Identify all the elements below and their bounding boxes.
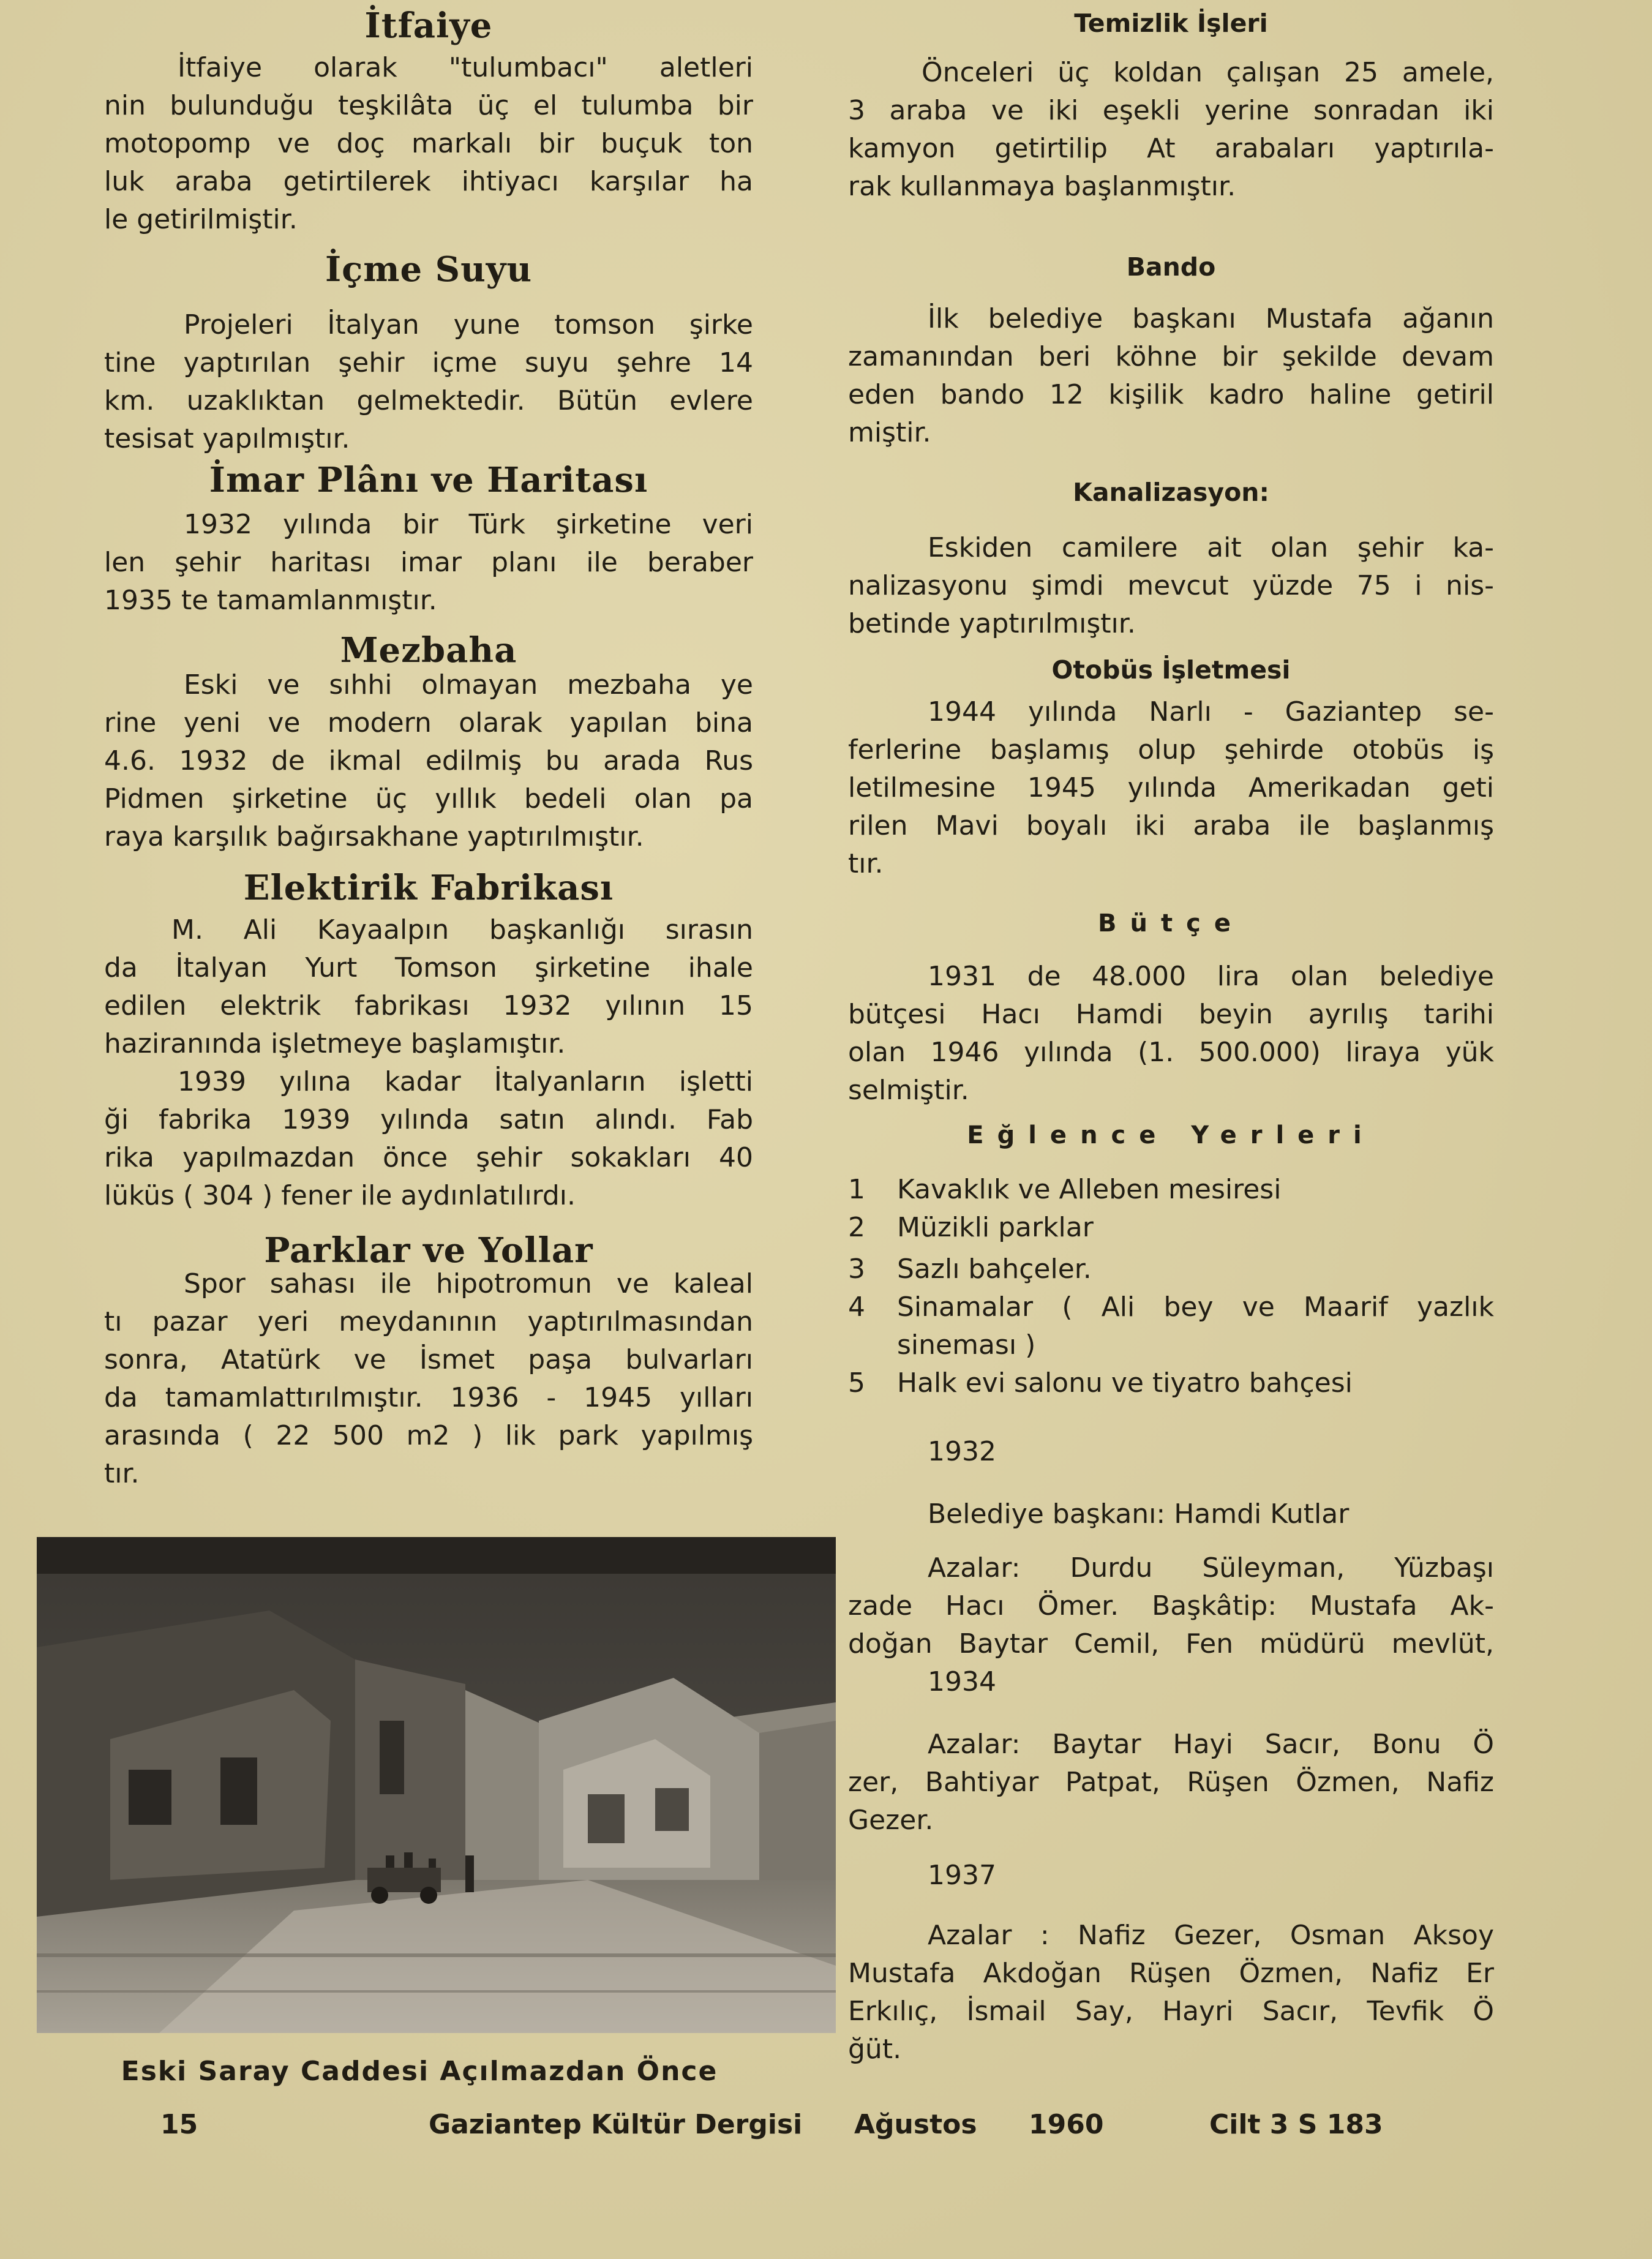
heading-eglence-yerleri: Eğlence Yerleri <box>967 1121 1375 1149</box>
page-number: 15 <box>160 2109 198 2140</box>
paragraph-temizlik-isleri <box>848 54 1494 206</box>
year-1937 <box>848 1857 1494 1895</box>
text-line: rine yeni ve modern olarak yapılan bina <box>104 707 753 739</box>
heading-elektrik-fabrikasi: Elektirik Fabrikası <box>243 868 614 908</box>
heading-kanalizasyon: Kanalizasyon: <box>1073 478 1269 507</box>
street-photo-illustration <box>37 1537 836 2033</box>
paragraph-butce <box>848 958 1494 1110</box>
text-line: ği fabrika 1939 yılında satın alındı. Fab <box>104 1104 753 1135</box>
paragraph-itfaiye <box>104 49 753 239</box>
list-item <box>848 1288 1494 1364</box>
list-item-number: 1 <box>848 1174 865 1205</box>
list-item-number: 4 <box>848 1291 865 1323</box>
year-label-1932: 1932 <box>928 1436 996 1467</box>
paragraph-1934-members <box>848 1726 1494 1840</box>
heading-otobus-isletmesi: Otobüs İşletmesi <box>1051 655 1291 685</box>
text-line: İtfaiye olarak "tulumbacı" aletleri <box>178 52 753 83</box>
text-line: tır. <box>104 1458 140 1489</box>
paragraph-1937-members <box>848 1917 1494 2069</box>
text-line: rak kullanmaya başlanmıştır. <box>848 171 1236 202</box>
text-line: nalizasyonu şimdi mevcut yüzde 75 i nis- <box>848 570 1494 601</box>
text-line: letilmesine 1945 yılında Amerikadan geti <box>848 772 1494 803</box>
text-line: Azalar: Baytar Hayi Sacır, Bonu Ö <box>928 1729 1494 1760</box>
text-line: tine yaptırılan şehir içme suyu şehre 14 <box>104 347 753 378</box>
volume-issue: Cilt 3 S 183 <box>1209 2109 1383 2140</box>
text-line: Erkılıç, İsmail Say, Hayri Sacır, Tevfik Ö <box>848 1996 1494 2027</box>
year-1932 <box>848 1433 1494 1471</box>
photo-caption: Eski Saray Caddesi Açılmazdan Önce <box>121 2056 718 2087</box>
text-line: sonra, Atatürk ve İsmet paşa bulvarları <box>104 1344 753 1375</box>
text-line: kamyon getirtilip At arabaları yaptırıla- <box>848 133 1494 164</box>
mayor-text: Belediye başkanı: Hamdi Kutlar <box>928 1498 1350 1530</box>
text-line: 1932 yılında bir Türk şirketine veri <box>184 509 753 540</box>
year-label-1937: 1937 <box>928 1860 996 1891</box>
text-line: da İtalyan Yurt Tomson şirketine ihale <box>104 952 753 983</box>
list-item <box>848 1171 1494 1209</box>
text-line: tesisat yapılmıştır. <box>104 423 350 454</box>
text-line: 4.6. 1932 de ikmal edilmiş bu arada Rus <box>104 745 753 776</box>
text-line: Pidmen şirketine üç yıllık bedeli olan pa <box>104 783 753 814</box>
text-line: 1939 yılına kadar İtalyanların işletti <box>178 1066 753 1097</box>
text-line: selmiştir. <box>848 1075 969 1106</box>
list-item-text: Müzikli parklar <box>897 1212 1094 1243</box>
text-line: arasında ( 22 500 m2 ) lik park yapılmış <box>104 1420 753 1451</box>
text-line: zamanından beri köhne bir şekilde devam <box>848 341 1494 372</box>
list-item-number: 2 <box>848 1212 865 1243</box>
text-line: Mustafa Akdoğan Rüşen Özmen, Nafiz Er <box>848 1958 1494 1989</box>
text-line: lüküs ( 304 ) fener ile aydınlatılırdı. <box>104 1180 576 1211</box>
text-line: motopomp ve doç markalı bir buçuk ton <box>104 128 753 159</box>
text-line: da tamamlattırılmıştır. 1936 - 1945 yılları <box>104 1382 753 1413</box>
issue-month: Ağustos <box>854 2109 977 2140</box>
list-item-text: Sinamalar ( Ali bey ve Maarif yazlık sineması ) <box>897 1291 1494 1361</box>
mayor-line <box>848 1495 1494 1533</box>
text-line: zer, Bahtiyar Patpat, Rüşen Özmen, Nafiz <box>848 1767 1494 1798</box>
text-line: ğüt. <box>848 2034 902 2065</box>
heading-imar-plani: İmar Plânı ve Haritası <box>209 460 648 500</box>
paragraph-1932-members <box>848 1549 1494 1663</box>
list-item-text: Kavaklık ve Alleben mesiresi <box>897 1174 1282 1205</box>
paragraph-kanalizasyon <box>848 529 1494 643</box>
list-item-number: 3 <box>848 1254 865 1285</box>
heading-parklar-yollar: Parklar ve Yollar <box>264 1230 593 1271</box>
text-line: Spor sahası ile hipotromun ve kaleal <box>184 1268 753 1299</box>
list-item-text: Sazlı bahçeler. <box>897 1254 1092 1285</box>
text-line: luk araba getirtilerek ihtiyacı karşılar ha <box>104 166 753 197</box>
text-line: 1944 yılında Narlı - Gaziantep se- <box>928 696 1494 727</box>
text-line: İlk belediye başkanı Mustafa ağanın <box>928 303 1494 334</box>
issue-year: 1960 <box>1029 2109 1104 2140</box>
paragraph-bando <box>848 300 1494 452</box>
list-item <box>848 1209 1494 1247</box>
year-1934 <box>848 1663 1494 1701</box>
paragraph-parklar-yollar <box>104 1265 753 1493</box>
list-item-text: Halk evi salonu ve tiyatro bahçesi <box>897 1367 1353 1399</box>
text-line: tır. <box>848 848 884 879</box>
text-line: rika yapılmazdan önce şehir sokakları 40 <box>104 1142 753 1173</box>
historic-street-photo <box>37 1537 836 2033</box>
year-label-1934: 1934 <box>928 1666 996 1697</box>
text-line: nin bulunduğu teşkilâta üç el tulumba bir <box>104 90 753 121</box>
text-line: raya karşılık bağırsakhane yaptırılmıştır. <box>104 821 644 852</box>
text-line: zade Hacı Ömer. Başkâtip: Mustafa Ak- <box>848 1590 1494 1622</box>
heading-mezbaha: Mezbaha <box>340 630 517 671</box>
text-line: Azalar: Durdu Süleyman, Yüzbaşı <box>928 1552 1494 1584</box>
text-line: km. uzaklıktan gelmektedir. Bütün evlere <box>104 385 753 416</box>
text-line: M. Ali Kayaalpın başkanlığı sırasın <box>171 914 753 945</box>
text-line: Eski ve sıhhi olmayan mezbaha ye <box>184 669 753 701</box>
text-line: ferlerine başlamış olup şehirde otobüs iş <box>848 734 1494 765</box>
paragraph-otobus-isletmesi <box>848 693 1494 883</box>
text-line: bütçesi Hacı Hamdi beyin ayrılış tarihi <box>848 999 1494 1030</box>
text-line: eden bando 12 kişilik kadro haline getiril <box>848 379 1494 410</box>
heading-temizlik-isleri: Temizlik İşleri <box>1074 9 1268 38</box>
text-line: 3 araba ve iki eşekli yerine sonradan iki <box>848 95 1494 126</box>
heading-bando: Bando <box>1126 252 1216 282</box>
list-item-number: 5 <box>848 1367 865 1399</box>
heading-icme-suyu: İçme Suyu <box>325 249 533 290</box>
text-line: le getirilmiştir. <box>104 204 298 235</box>
text-line: len şehir haritası imar planı ile beraber <box>104 547 753 578</box>
text-line: Eskiden camilere ait olan şehir ka- <box>928 532 1494 563</box>
list-item <box>848 1250 1494 1288</box>
text-line: Gezer. <box>848 1805 934 1836</box>
text-line: tı pazar yeri meydanının yaptırılmasından <box>104 1306 753 1337</box>
list-item <box>848 1364 1494 1402</box>
list-eglence-yerleri <box>848 1171 1494 1402</box>
heading-butce: Bütçe <box>1098 909 1244 938</box>
paragraph-icme-suyu <box>104 306 753 458</box>
text-line: olan 1946 yılında (1. 500.000) liraya yük <box>848 1037 1494 1068</box>
paragraph-elektrik-fabrikasi <box>104 911 753 1215</box>
text-line: haziranında işletmeye başlamıştır. <box>104 1028 566 1059</box>
text-line: Projeleri İtalyan yune tomson şirke <box>184 309 753 340</box>
journal-name: Gaziantep Kültür Dergisi <box>429 2109 803 2140</box>
heading-itfaiye: İtfaiye <box>364 6 493 46</box>
paragraph-imar-plani <box>104 506 753 620</box>
text-line: betinde yaptırılmıştır. <box>848 608 1136 639</box>
text-line: miştir. <box>848 417 931 448</box>
text-line: Önceleri üç koldan çalışan 25 amele, <box>922 57 1494 88</box>
text-line: rilen Mavi boyalı iki araba ile başlanmış <box>848 810 1494 841</box>
text-line: Azalar : Nafiz Gezer, Osman Aksoy <box>928 1920 1494 1951</box>
text-line: edilen elektrik fabrikası 1932 yılının 15 <box>104 990 753 1021</box>
paragraph-mezbaha <box>104 666 753 856</box>
text-line: 1935 te tamamlanmıştır. <box>104 585 437 616</box>
text-line: 1931 de 48.000 lira olan belediye <box>928 961 1494 992</box>
text-line: doğan Baytar Cemil, Fen müdürü mevlüt, <box>848 1628 1494 1659</box>
